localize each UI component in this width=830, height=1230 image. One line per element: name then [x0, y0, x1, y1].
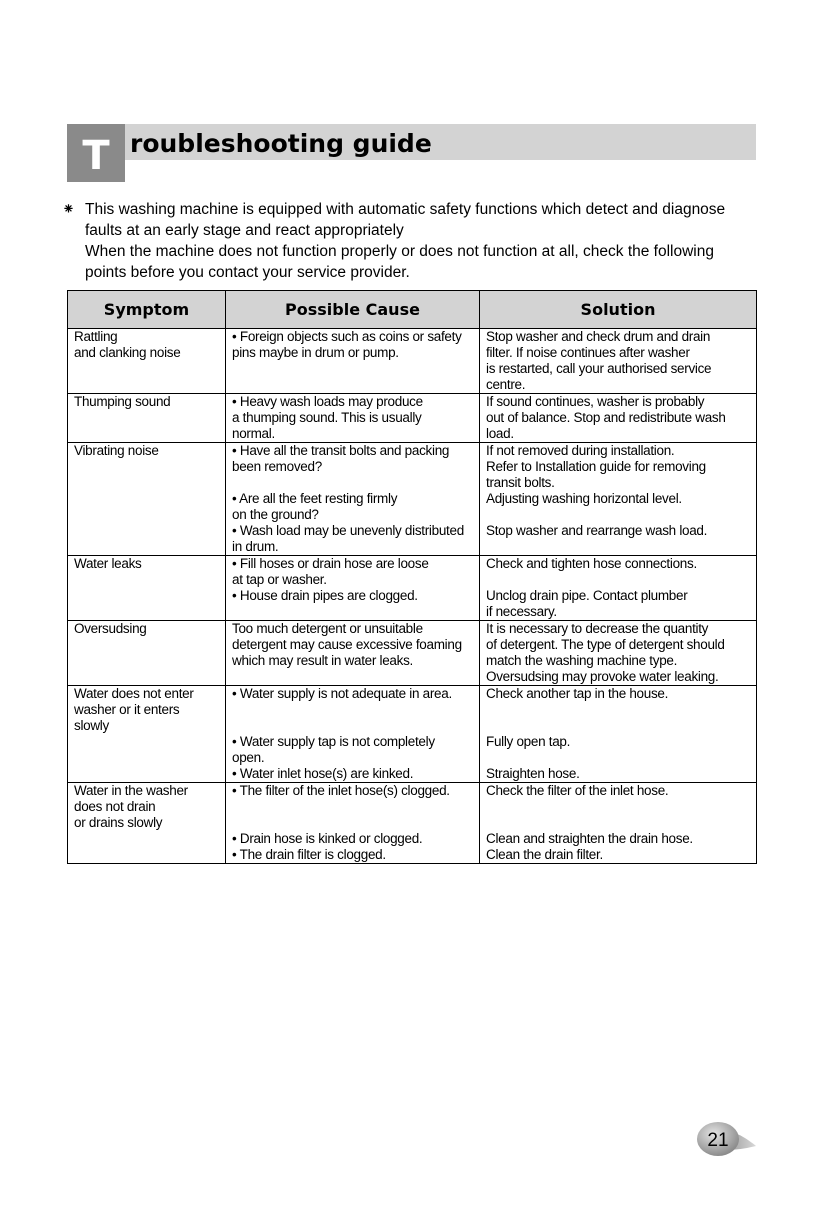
- solution-cell: [480, 394, 757, 443]
- symptom-cell: [68, 556, 226, 589]
- symptom-cell: [68, 329, 226, 394]
- intro-line-3: When the machine does not function properly or does not function at all, check the following: [85, 243, 714, 260]
- cause-cell: [226, 443, 480, 492]
- solution-cell-line: If sound continues, washer is probably: [486, 394, 705, 409]
- symptom-cell-line: Water does not enter: [74, 686, 194, 701]
- cause-cell: [226, 766, 480, 783]
- solution-cell: [480, 556, 757, 589]
- cause-cell: [226, 783, 480, 832]
- solution-cell-line: Check and tighten hose connections.: [486, 556, 697, 571]
- cause-cell-line: • Water supply tap is not completely: [232, 734, 435, 749]
- cause-cell-line: on the ground?: [232, 507, 319, 522]
- cause-cell-line: which may result in water leaks.: [232, 653, 413, 668]
- symptom-cell-line: Oversudsing: [74, 621, 147, 636]
- table-header-row: [68, 291, 757, 329]
- table-row: [68, 394, 757, 443]
- symptom-cell-line: Vibrating noise: [74, 443, 159, 458]
- cause-cell-line: • Drain hose is kinked or clogged.: [232, 831, 423, 846]
- intro-paragraph: [62, 199, 762, 283]
- symptom-cell: [68, 588, 226, 621]
- solution-cell: [480, 588, 757, 621]
- cause-cell-line: • The drain filter is clogged.: [232, 847, 386, 862]
- solution-cell-line: Check the filter of the inlet hose.: [486, 783, 669, 798]
- table-row: [68, 556, 757, 589]
- page-number-badge: [696, 1120, 758, 1160]
- page-number: 21: [707, 1130, 729, 1151]
- symptom-cell-line: washer or it enters: [74, 702, 180, 717]
- cause-cell: [226, 523, 480, 556]
- header-possible-cause: Possible Cause: [226, 291, 480, 329]
- solution-cell-line: Oversudsing may provoke water leaking.: [486, 669, 719, 684]
- solution-cell-line: Stop washer and rearrange wash load.: [486, 523, 708, 538]
- solution-cell: [480, 523, 757, 556]
- symptom-cell: [68, 394, 226, 443]
- symptom-cell: [68, 783, 226, 832]
- symptom-cell: [68, 686, 226, 735]
- solution-cell: [480, 491, 757, 523]
- solution-cell: [480, 734, 757, 766]
- cause-cell-line: • Water supply is not adequate in area.: [232, 686, 452, 701]
- cause-cell-line: • Fill hoses or drain hose are loose: [232, 556, 429, 571]
- intro-line-4: points before you contact your service provider.: [85, 264, 410, 281]
- cause-cell-line: • Water inlet hose(s) are kinked.: [232, 766, 414, 781]
- symptom-cell: [68, 523, 226, 556]
- troubleshooting-table: [67, 290, 757, 864]
- table-row: [68, 831, 757, 847]
- intro-line-1: ⁕ This washing machine is equipped with automatic safety functions which detect and diagnose: [62, 201, 726, 218]
- symptom-cell: [68, 443, 226, 492]
- solution-cell-line: if necessary.: [486, 604, 557, 619]
- asterisk-icon: ⁕: [62, 201, 75, 218]
- symptom-cell-line: Water leaks: [74, 556, 142, 571]
- cause-cell-line: • Wash load may be unevenly distributed: [232, 523, 464, 538]
- cause-cell: [226, 847, 480, 864]
- solution-cell: [480, 783, 757, 832]
- cause-cell-line: • Foreign objects such as coins or safety: [232, 329, 462, 344]
- table-body: [68, 329, 757, 864]
- solution-cell-line: Clean and straighten the drain hose.: [486, 831, 693, 846]
- table-row: [68, 523, 757, 556]
- cause-cell-line: a thumping sound. This is usually: [232, 410, 422, 425]
- symptom-cell-line: Water in the washer: [74, 783, 188, 798]
- cause-cell-line: normal.: [232, 426, 275, 441]
- cause-cell-line: • Heavy wash loads may produce: [232, 394, 423, 409]
- symptom-cell-line: Rattling: [74, 329, 118, 344]
- solution-cell: [480, 621, 757, 686]
- solution-cell-line: filter. If noise continues after washer: [486, 345, 690, 360]
- cause-cell: [226, 831, 480, 847]
- cause-cell-line: been removed?: [232, 459, 322, 474]
- symptom-cell: [68, 491, 226, 523]
- symptom-cell-line: and clanking noise: [74, 345, 181, 360]
- table-row: [68, 734, 757, 766]
- table-row: [68, 588, 757, 621]
- solution-cell-line: Straighten hose.: [486, 766, 580, 781]
- cause-cell-line: Too much detergent or unsuitable: [232, 621, 423, 636]
- cause-cell-line: • The filter of the inlet hose(s) clogged.: [232, 783, 450, 798]
- intro-line-2: faults at an early stage and react appropriately: [85, 222, 404, 239]
- header-symptom: Symptom: [68, 291, 226, 329]
- cause-cell: [226, 491, 480, 523]
- symptom-cell-line: or drains slowly: [74, 815, 163, 830]
- symptom-cell: [68, 621, 226, 686]
- solution-cell-line: Adjusting washing horizontal level.: [486, 491, 682, 506]
- solution-cell: [480, 847, 757, 864]
- solution-cell-line: Stop washer and check drum and drain: [486, 329, 711, 344]
- solution-cell-line: load.: [486, 426, 514, 441]
- cause-cell-line: • Are all the feet resting firmly: [232, 491, 398, 506]
- solution-cell-line: out of balance. Stop and redistribute wash: [486, 410, 726, 425]
- title-initial-box: [67, 124, 125, 182]
- solution-cell: [480, 766, 757, 783]
- cause-cell-line: in drum.: [232, 539, 279, 554]
- cause-cell-line: at tap or washer.: [232, 572, 327, 587]
- symptom-cell-line: Thumping sound: [74, 394, 171, 409]
- cause-cell: [226, 686, 480, 735]
- solution-cell-line: Unclog drain pipe. Contact plumber: [486, 588, 688, 603]
- solution-cell-line: It is necessary to decrease the quantity: [486, 621, 709, 636]
- symptom-cell: [68, 766, 226, 783]
- symptom-cell: [68, 831, 226, 847]
- solution-cell-line: of detergent. The type of detergent should: [486, 637, 725, 652]
- table-row: [68, 329, 757, 394]
- table-row: [68, 621, 757, 686]
- header-solution: Solution: [480, 291, 757, 329]
- table-row: [68, 847, 757, 864]
- title-initial-letter: T: [82, 133, 110, 179]
- solution-cell: [480, 686, 757, 735]
- symptom-cell-line: does not drain: [74, 799, 156, 814]
- cause-cell: [226, 588, 480, 621]
- solution-cell-line: match the washing machine type.: [486, 653, 678, 668]
- cause-cell-line: • House drain pipes are clogged.: [232, 588, 418, 603]
- cause-cell-line: detergent may cause excessive foaming: [232, 637, 462, 652]
- cause-cell: [226, 734, 480, 766]
- cause-cell: [226, 394, 480, 443]
- table-row: [68, 491, 757, 523]
- symptom-cell: [68, 734, 226, 766]
- cause-cell-line: • Have all the transit bolts and packing: [232, 443, 450, 458]
- solution-cell-line: Refer to Installation guide for removing: [486, 459, 706, 474]
- solution-cell: [480, 329, 757, 394]
- solution-cell-line: Fully open tap.: [486, 734, 571, 749]
- cause-cell: [226, 621, 480, 686]
- cause-cell: [226, 329, 480, 394]
- solution-cell: [480, 443, 757, 492]
- table-row: [68, 443, 757, 492]
- solution-cell-line: If not removed during installation.: [486, 443, 675, 458]
- solution-cell: [480, 831, 757, 847]
- table-row: [68, 783, 757, 832]
- cause-cell-line: pins maybe in drum or pump.: [232, 345, 399, 360]
- symptom-cell-line: slowly: [74, 718, 109, 733]
- cause-cell-line: open.: [232, 750, 265, 765]
- symptom-cell: [68, 847, 226, 864]
- solution-cell-line: Clean the drain filter.: [486, 847, 603, 862]
- table-row: [68, 766, 757, 783]
- cause-cell: [226, 556, 480, 589]
- solution-cell-line: centre.: [486, 377, 526, 392]
- page-title: roubleshooting guide: [130, 129, 432, 158]
- solution-cell-line: is restarted, call your authorised service: [486, 361, 712, 376]
- table-row: [68, 686, 757, 735]
- solution-cell-line: Check another tap in the house.: [486, 686, 669, 701]
- solution-cell-line: transit bolts.: [486, 475, 555, 490]
